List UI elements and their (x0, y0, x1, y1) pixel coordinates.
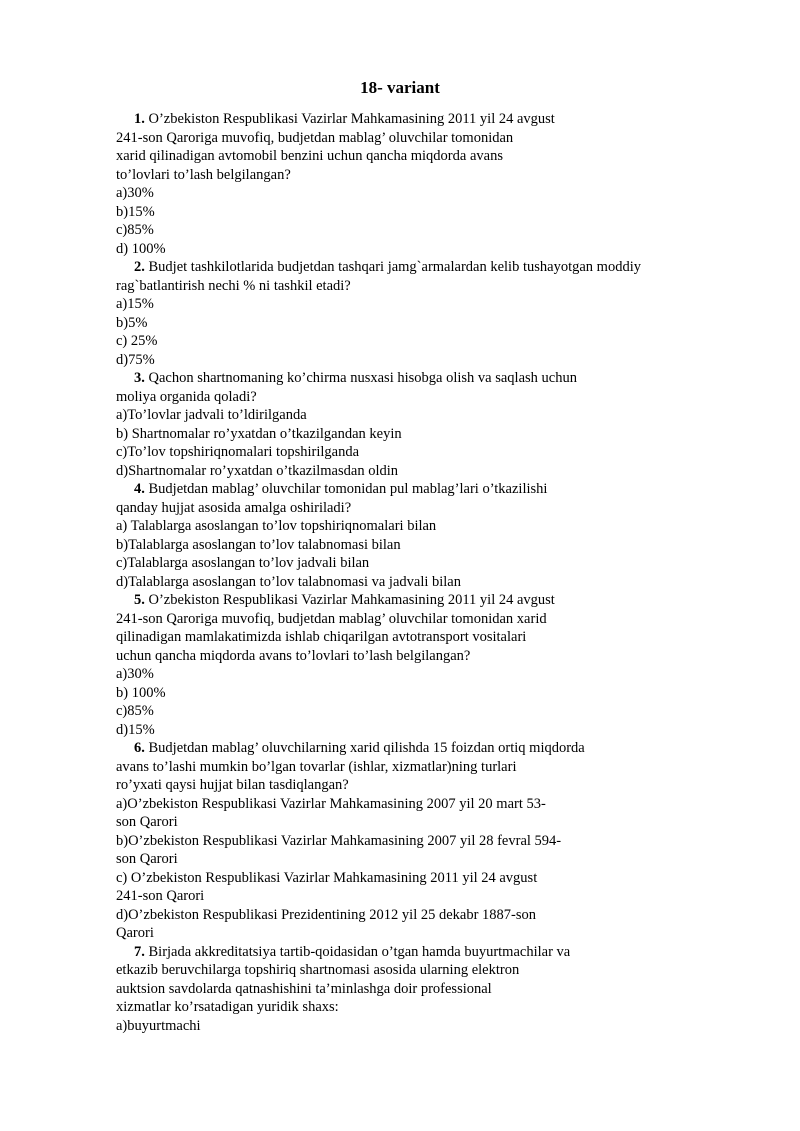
answer-option: son Qarori (116, 851, 178, 867)
question-text-line: qilinadigan mamlakatimizda ishlab chiqarilgan avtotransport vositalari (116, 629, 527, 645)
question-text-first-line (116, 480, 716, 499)
question-text-first-line (116, 739, 716, 758)
question-number: 6. (134, 740, 145, 756)
answer-option: d)15% (116, 721, 155, 738)
question-text-first-line (116, 110, 716, 129)
answer-option: d)O’zbekiston Respublikasi Prezidentining 2012 yil 25 dekabr 1887-son (116, 906, 537, 923)
question-text-line: qanday hujjat asosida amalga oshiriladi? (116, 499, 352, 516)
answer-option: c)Talablarga asoslangan to’lov jadvali bilan (116, 555, 370, 571)
question-block (116, 369, 716, 480)
question-text-line: etkazib beruvchilarga topshiriq shartnomasi asosida ularning elektron (116, 962, 520, 978)
question-text-line: xarid qilinadigan avtomobil benzini uchun qancha miqdorda avans (116, 148, 503, 164)
answer-option: c)85% (116, 222, 154, 238)
question-list (116, 110, 716, 1035)
question-text-line: uchun qancha miqdorda avans to’lovlari to’lash belgilangan? (116, 647, 471, 664)
question-block (116, 110, 716, 258)
question-number: 5. (134, 592, 145, 608)
question-text: Birjada akkreditatsiya tartib-qoidasidan o’tgan hamda buyurtmachilar va (144, 943, 571, 960)
question-text-line: xizmatlar ko’rsatadigan yuridik shaxs: (116, 999, 339, 1015)
question-text: O’zbekiston Respublikasi Vazirlar Mahkamasining 2011 yil 24 avgust (144, 592, 555, 608)
answer-option: b) 100% (116, 684, 166, 701)
question-block (116, 480, 716, 591)
answer-option: d) 100% (116, 240, 166, 257)
answer-option: d)75% (116, 351, 155, 368)
question-text-line: 241-son Qaroriga muvofiq, budjetdan mablag’ oluvchilar tomonidan (116, 129, 514, 146)
answer-option: b)Talablarga asoslangan to’lov talabnomasi bilan (116, 536, 401, 553)
page-title: 18- variant (360, 78, 440, 97)
answer-option: a)30% (116, 185, 154, 201)
answer-option: b)5% (116, 314, 148, 331)
question-text-line: rag`batlantirish nechi % ni tashkil etadi? (116, 277, 351, 294)
answer-option: 241-son Qarori (116, 888, 205, 904)
answer-option: b)O’zbekiston Respublikasi Vazirlar Mahkamasining 2007 yil 28 fevral 594- (116, 832, 562, 849)
question-text: O’zbekiston Respublikasi Vazirlar Mahkamasining 2011 yil 24 avgust (144, 111, 555, 127)
question-text-line: 241-son Qaroriga muvofiq, budjetdan mablag’ oluvchilar tomonidan xarid (116, 610, 547, 627)
question-number: 4. (134, 481, 145, 497)
answer-option: b)15% (116, 203, 155, 220)
question-text: Budjet tashkilotlarida budjetdan tashqari jamg`armalardan kelib tushayotgan moddiy (144, 259, 641, 275)
question-block (116, 591, 716, 739)
question-text-first-line (116, 258, 716, 277)
answer-option: a) Talablarga asoslangan to’lov topshiriqnomalari bilan (116, 518, 437, 534)
answer-option: son Qarori (116, 814, 178, 830)
question-text: Budjetdan mablag’ oluvchilarning xarid qilishda 15 foizdan ortiq miqdorda (144, 740, 585, 756)
answer-option: Qarori (116, 925, 154, 941)
answer-option: d)Shartnomalar ro’yxatdan o’tkazilmasdan oldin (116, 462, 398, 479)
question-text-first-line (116, 369, 716, 388)
answer-option: a)15% (116, 296, 154, 312)
answer-option: a)O’zbekiston Respublikasi Vazirlar Mahkamasining 2007 yil 20 mart 53- (116, 795, 546, 812)
answer-option: c) O’zbekiston Respublikasi Vazirlar Mahkamasining 2011 yil 24 avgust (116, 869, 538, 886)
question-text-line: avans to’lashi mumkin bo’lgan tovarlar (ishlar, xizmatlar)ning turlari (116, 758, 517, 775)
question-text-first-line (116, 943, 716, 962)
question-number: 1. (134, 111, 145, 127)
answer-option: c) 25% (116, 333, 158, 349)
question-number: 3. (134, 370, 145, 386)
answer-option: c)To’lov topshiriqnomalari topshirilganda (116, 444, 360, 460)
question-text-line: moliya organida qoladi? (116, 388, 257, 405)
question-number: 2. (134, 259, 145, 275)
question-number: 7. (134, 943, 145, 960)
answer-option: d)Talablarga asoslangan to’lov talabnomasi va jadvali bilan (116, 573, 461, 590)
answer-option: a)buyurtmachi (116, 1017, 201, 1034)
question-block (116, 258, 716, 369)
question-text-line: auktsion savdolarda qatnashishini ta’minlashga doir professional (116, 980, 492, 997)
question-text-first-line (116, 591, 716, 610)
answer-option: a)30% (116, 666, 154, 682)
answer-option: b) Shartnomalar ro’yxatdan o’tkazilgandan keyin (116, 425, 402, 442)
question-block (116, 943, 716, 1036)
question-text: Budjetdan mablag’ oluvchilar tomonidan pul mablag’lari o’tkazilishi (144, 481, 548, 497)
question-block (116, 739, 716, 943)
answer-option: a)To’lovlar jadvali to’ldirilganda (116, 407, 307, 423)
question-text-line: to’lovlari to’lash belgilangan? (116, 166, 291, 183)
question-text: Qachon shartnomaning ko’chirma nusxasi hisobga olish va saqlash uchun (144, 370, 577, 386)
answer-option: c)85% (116, 703, 154, 719)
question-text-line: ro’yxati qaysi hujjat bilan tasdiqlangan? (116, 777, 349, 793)
